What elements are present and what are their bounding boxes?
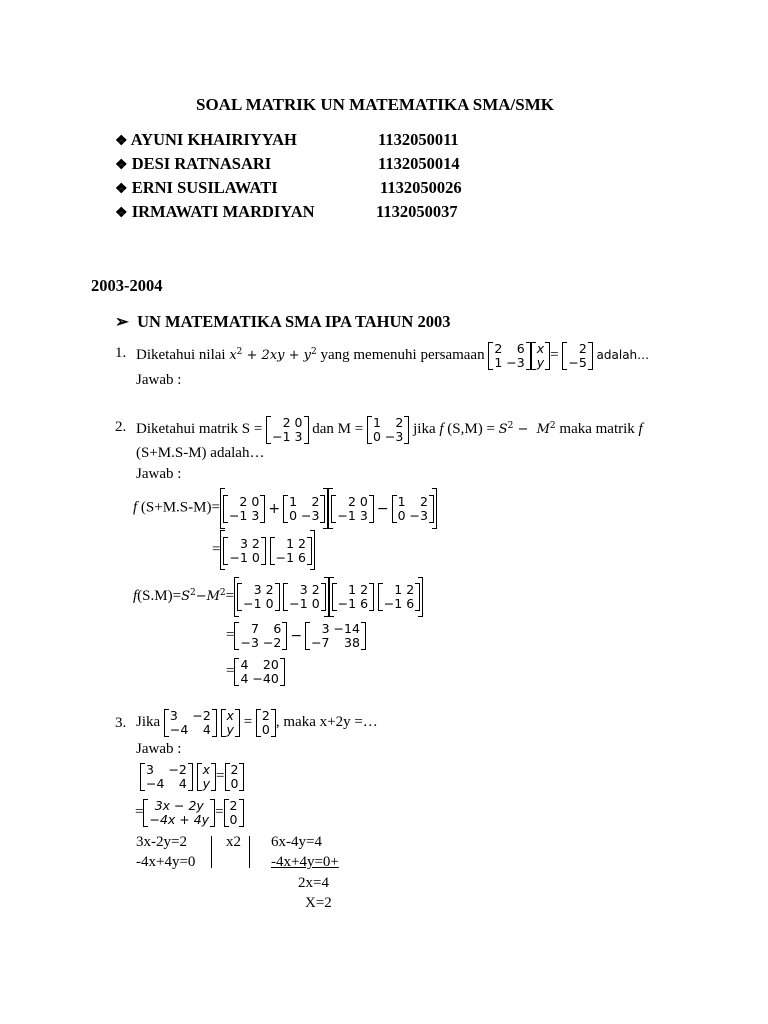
bracket-group: 2 0 −1 3 + 1 2 0 −3 (220, 488, 329, 529)
q2-expression: $S^2 - M^2$ (498, 421, 556, 437)
q2-line2-text: (S+M.S-M) adalah… (136, 445, 265, 461)
bracket-group (220, 530, 315, 570)
q3-eq2: -4x+4y=0 (136, 854, 196, 870)
matrix: 3 2 −1 0 (223, 537, 265, 565)
q2-text-c: jika (413, 421, 436, 437)
q2-work3-label: (S.M)= (137, 588, 182, 604)
section-heading (115, 314, 450, 331)
matrix: x y (221, 709, 240, 737)
matrix: 1 2 0 −3 (392, 495, 434, 523)
matrix: 3 −14 −7 38 (305, 622, 366, 650)
author-name: IRMAWATI MARDIYAN (131, 202, 315, 221)
q1-text-b: yang memenuhi persamaan (320, 347, 485, 363)
q3-eq4: -4x+4y=0+ (271, 854, 339, 870)
bracket-group: 2 0 −1 3 − 1 2 0 −3 (328, 488, 437, 529)
matrix: 2 0 (225, 763, 245, 791)
q2-text (136, 410, 643, 446)
q3-text: Jika 3 −2 −4 4 x y = 2 0 , maka x+2y =… (136, 707, 378, 737)
matrix: 1 2 −1 6 (378, 583, 420, 611)
bracket-group (329, 577, 424, 617)
q2-text-d: (S,M) = (447, 421, 495, 437)
author-nim: 1132050014 (378, 154, 460, 173)
page-title: SOAL MATRIK UN MATEMATIKA SMA/SMK (196, 95, 554, 114)
q2-answer-label: Jawab : (136, 466, 182, 482)
author-item (115, 204, 315, 221)
matrix: 4 20 4 −40 (234, 658, 284, 686)
matrix: 2 0 −1 3 (266, 416, 308, 444)
q2-text-e: maka matrik (559, 421, 635, 437)
author-nim: 1132050037 (376, 202, 458, 221)
matrix: 3 −2 −4 4 (164, 709, 217, 737)
author-nim: 1132050026 (380, 178, 462, 197)
bracket-group (234, 577, 329, 617)
q2-work-line-2: = 3 2 −1 0 1 2 −1 6 (212, 530, 315, 570)
matrix: 2 0 (256, 709, 276, 737)
author-nim: 1132050011 (378, 130, 459, 149)
q2-work-line-4: = 7 6 −3 −2 − 3 −14 −7 38 (226, 618, 366, 653)
q2-text-a: Diketahui matrik S = (136, 421, 263, 437)
matrix: 7 6 −3 −2 (234, 622, 287, 650)
matrix: 3 2 −1 0 (283, 583, 325, 611)
author-item (115, 156, 271, 173)
q2-work-line-3: $f(S.M)=S^2-M^2=$ 3 2 −1 0 3 2 −1 0 1 2 −1 6 1 2 −1 6 (133, 574, 423, 617)
diamond-bullet-icon: ❖ (115, 206, 128, 221)
q3-multiplier: x2 (226, 834, 241, 850)
q2-f-symbol: f (133, 588, 138, 604)
q2-work-line-1 (133, 488, 437, 529)
q2-f-symbol: f (439, 421, 444, 437)
divider-bar (211, 836, 212, 868)
q2-f-symbol: f (638, 421, 643, 437)
q2-work1-label: (S+M.S-M)= (140, 499, 220, 516)
matrix: 1 2 0 −3 (283, 495, 325, 523)
matrix: 3 −2 −4 4 (140, 763, 193, 791)
q3-number: 3. (115, 715, 127, 731)
author-name: DESI RATNASARI (131, 154, 272, 173)
matrix: 1 2 −1 6 (270, 537, 312, 565)
q1-text-c: adalah… (596, 348, 650, 362)
q2-text-b: dan M = (312, 421, 364, 437)
q3-text-a: Jika (136, 714, 161, 730)
matrix: 3 2 −1 0 (237, 583, 279, 611)
q3-eq6: X=2 (305, 895, 332, 911)
matrix: 1 2 0 −3 (367, 416, 409, 444)
matrix: 2 0 (224, 799, 244, 827)
matrix: 3x − 2y −4x + 4y (143, 799, 215, 827)
q3-eq1: 3x-2y=2 (136, 834, 187, 850)
matrix: 2 6 1 −3 (488, 342, 530, 370)
matrix: 2 0 −1 3 (331, 495, 373, 523)
q1-answer-label: Jawab : (136, 372, 182, 388)
diamond-bullet-icon: ❖ (115, 182, 128, 197)
q2-line2 (136, 446, 264, 461)
author-name: AYUNI KHAIRIYYAH (130, 130, 297, 149)
q1-expression: $x^2 + 2xy + y^2$ (229, 347, 317, 363)
q2-number: 2. (115, 419, 127, 435)
q3-work-line-2: = 3x − 2y −4x + 4y = 2 0 (135, 794, 244, 830)
section-heading-text: UN MATEMATIKA SMA IPA TAHUN 2003 (137, 312, 451, 331)
author-item (115, 132, 297, 149)
matrix: 2 0 −1 3 (223, 495, 265, 523)
matrix: 1 2 −1 6 (332, 583, 374, 611)
q3-eq3: 6x-4y=4 (271, 834, 322, 850)
q2-expression: $S^2-M^2$ (181, 588, 226, 604)
diamond-bullet-icon: ❖ (115, 134, 128, 149)
q2-work-line-5: = 4 20 4 −40 (226, 654, 285, 688)
q1-number: 1. (115, 345, 127, 361)
arrow-bullet-icon: ➢ (115, 312, 129, 331)
author-name: ERNI SUSILAWATI (131, 178, 278, 197)
q1-text-a: Diketahui nilai (136, 347, 226, 363)
q3-eq5: 2x=4 (298, 875, 329, 891)
q3-text-b: , maka x+2y =… (275, 714, 378, 730)
q3-answer-label: Jawab : (136, 741, 182, 757)
q1-text: Diketahui nilai $x^2 + 2xy + y^2$ yang memenuhi persamaan 2 6 1 −3 x y = 2 −5 adalah… (136, 340, 650, 370)
divider-bar (249, 836, 250, 868)
matrix: 2 −5 (562, 342, 592, 370)
matrix: x y (197, 763, 216, 791)
q3-work-line-1: 3 −2 −4 4 x y = 2 0 (140, 758, 244, 794)
q2-f-symbol: f (133, 499, 138, 516)
section-year: 2003-2004 (91, 276, 163, 295)
diamond-bullet-icon: ❖ (115, 158, 128, 173)
author-item (115, 180, 278, 197)
matrix: x y (531, 342, 550, 370)
